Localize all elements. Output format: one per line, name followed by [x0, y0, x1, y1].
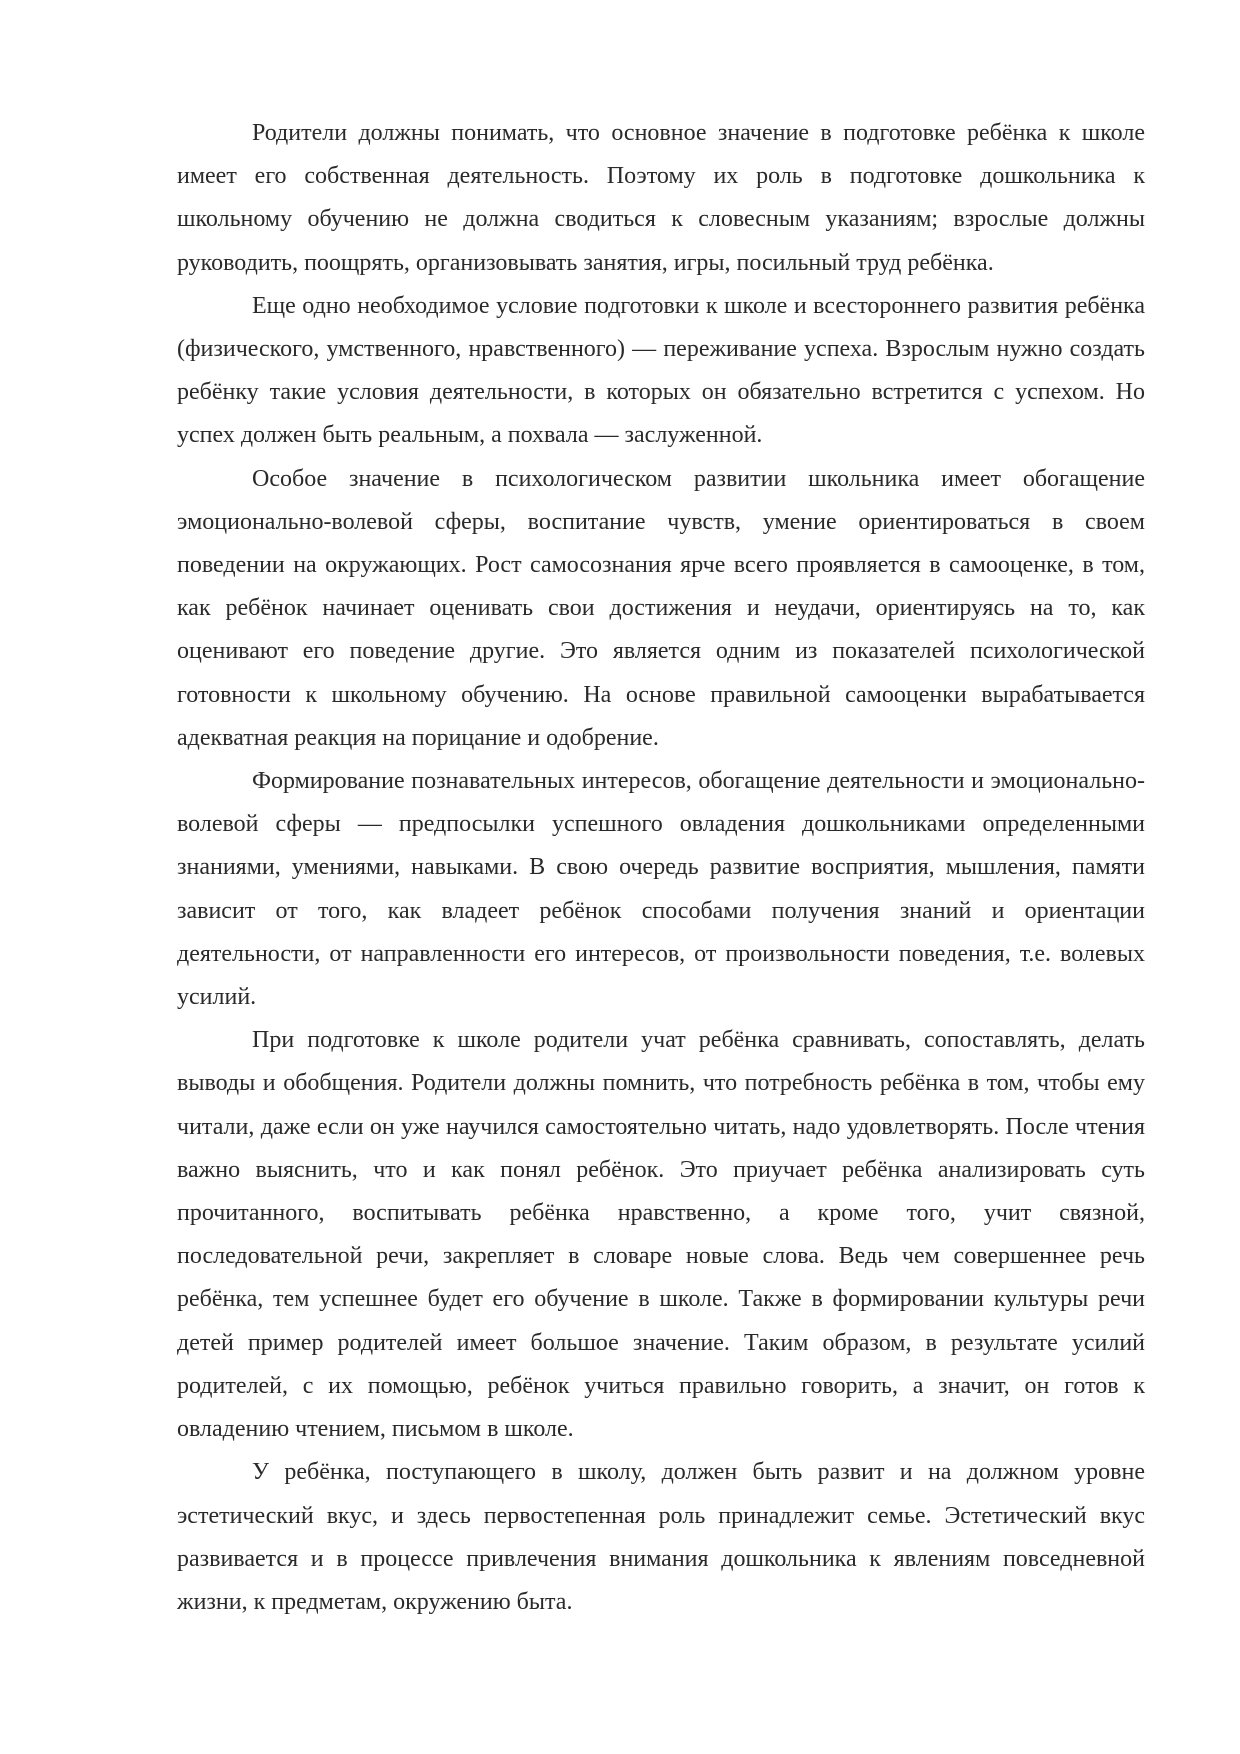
- paragraph-2: Еще одно необходимое условие подготовки к школе и всестороннего развития ребёнка (физического, умственного, нравственного) — переживание успеха. Взрослым нужно создать ребёнку такие условия деятельности, в которых он обязательно встретится с успехом. Но успех должен быть реальным, а похвала — заслуженной.: [177, 292, 1145, 449]
- paragraph-5: При подготовке к школе родители учат ребёнка сравнивать, сопоставлять, делать выводы и обобщения. Родители должны помнить, что потребность ребёнка в том, чтобы ему читали, даже если он уже научился самостоятельно читать, надо удовлетворять. После чтения важно выяснить, что и как понял ребёнок. Это приучает ребёнка анализировать суть прочитанного, воспитывать ребёнка нравственно, а кроме того, учит связной, последовательной речи, закрепляет в словаре новые слова. Ведь чем совершеннее речь ребёнка, тем успешнее будет его обучение в школе. Также в формировании культуры речи детей пример родителей имеет большое значение. Таким образом, в результате усилий родителей, с их помощью, ребёнок учиться правильно говорить, а значит, он готов к овладению чтением, письмом в школе.: [177, 1027, 1145, 1443]
- body-text: [177, 112, 1145, 1624]
- paragraph-4: Формирование познавательных интересов, обогащение деятельности и эмоционально-волевой сферы — предпосылки успешного овладения дошкольниками определенными знаниями, умениями, навыками. В свою очередь развитие восприятия, мышления, памяти зависит от того, как владеет ребёнок способами получения знаний и ориентации деятельности, от направленности его интересов, от произвольности поведения, т.е. волевых усилий.: [177, 768, 1145, 1011]
- paragraph-1: Родители должны понимать, что основное значение в подготовке ребёнка к школе имеет его собственная деятельность. Поэтому их роль в подготовке дошкольника к школьному обучению не должна сводиться к словесным указаниям; взрослые должны руководить, поощрять, организовывать занятия, игры, посильный труд ребёнка.: [177, 120, 1145, 276]
- paragraph-6: У ребёнка, поступающего в школу, должен быть развит и на должном уровне эстетический вкус, и здесь первостепенная роль принадлежит семье. Эстетический вкус развивается и в процессе привлечения внимания дошкольника к явлениям повседневной жизни, к предметам, окружению быта.: [177, 1459, 1145, 1615]
- paragraph-3: Особое значение в психологическом развитии школьника имеет обогащение эмоционально-волевой сферы, воспитание чувств, умение ориентироваться в своем поведении на окружающих. Рост самосознания ярче всего проявляется в самооценке, в том, как ребёнок начинает оценивать свои достижения и неудачи, ориентируясь на то, как оценивают его поведение другие. Это является одним из показателей психологической готовности к школьному обучению. На основе правильной самооценки вырабатывается адекватная реакция на порицание и одобрение.: [177, 465, 1145, 751]
